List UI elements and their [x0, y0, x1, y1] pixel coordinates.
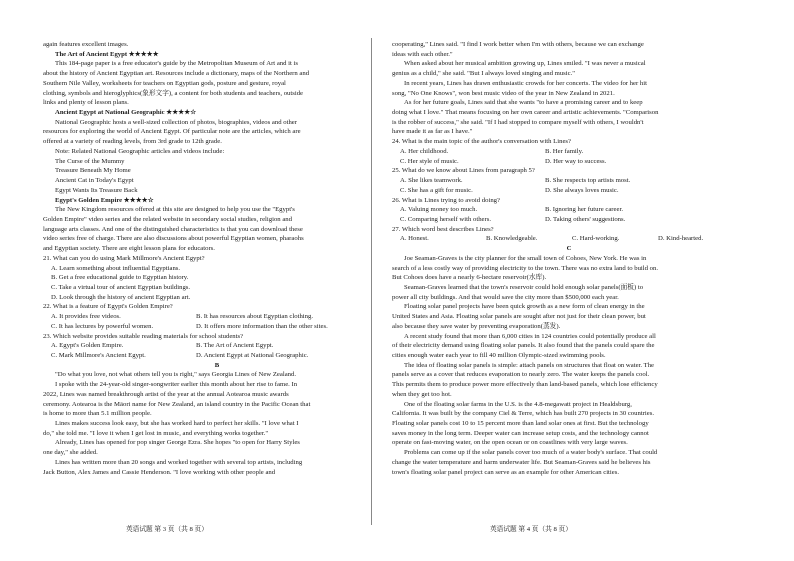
text-line: 22. What is a feature of Egypt's Golden Empire?: [43, 303, 173, 311]
text-line: National Geographic hosts a well-sized collection of photos, biographies, videos and other: [55, 118, 297, 126]
text-line: In recent years, Lines has drawn enthusiastic crowds for her concerts. The video for her hit: [404, 79, 647, 87]
answer-options-row: [43, 351, 391, 361]
answer-options-row: [392, 234, 746, 244]
text-line: United States and Asia. Floating solar panels are sought after not just for their clean power, but: [392, 313, 646, 321]
answer-option: C. Her style of music.: [400, 157, 459, 165]
answer-option: A. She likes teamwork.: [400, 177, 463, 185]
answer-options-row: [392, 186, 746, 196]
text-line: do," she told me. "I love it when I get lost in music, and everything works together.": [43, 429, 269, 437]
text-line: As for her future goals, Lines said that she wants "to have a promising career and to keep: [404, 99, 643, 107]
right-column: [392, 40, 746, 477]
text-line: D. Look through the history of ancient Egyptian art.: [51, 293, 191, 301]
answer-option: D. Kind-hearted.: [658, 235, 704, 243]
text-line: one day," she added.: [43, 449, 98, 457]
text-line: have made it as far as I have.": [392, 128, 473, 136]
text-line: Jack Button, Alex James and Cassie Henderson. "I love working with other people and: [43, 468, 276, 476]
text-line: cities enough water each year to fill 40 million Olympic-sized swimming pools.: [392, 352, 606, 359]
answer-options-row: [392, 205, 746, 215]
text-line: video series free of charge. There are also discussions about powerful Egyptian women, pharaohs: [43, 235, 304, 243]
answer-options-row: [392, 176, 746, 186]
text-line: Joe Seaman-Graves is the city planner for the small town of Cohoes, New York. He was in: [404, 254, 647, 262]
text-line: again features excellent images.: [43, 41, 129, 48]
answer-option: B. The Art of Ancient Egypt.: [196, 342, 274, 350]
answer-option: B. It has resources about Egyptian clothing.: [196, 313, 314, 321]
text-line: and Egyptian society. There are eight lesson plans for educators.: [43, 245, 215, 253]
text-line: saves money in the long term. Deeper water can increase setup costs, and the technology cannot: [392, 429, 649, 437]
text-line: also because they save water by preventing evaporation(蒸发).: [392, 322, 561, 330]
page-footer-left: 英语试题 第 3 页（共 8 页）: [126, 526, 208, 533]
text-line: The Art of Ancient Egypt ★★★★★: [55, 50, 159, 58]
answer-options-row: [392, 147, 746, 157]
answer-option: C. Hard-working.: [572, 235, 620, 243]
answer-options-row: [43, 322, 391, 332]
text-line: 24. What is the main topic of the author's conversation with Lines?: [392, 138, 572, 146]
text-line: The New Kingdom resources offered at this site are designed to help you use the "Egypt's: [55, 206, 295, 214]
text-line: Ancient Egypt at National Geographic ★★★★☆: [55, 109, 197, 117]
text-line: doing what I love." That means focusing on her own career and artistic achievements. "Comparison: [392, 109, 659, 117]
text-line: "Do what you love, not what others tell you is right," says Georgia Lines of New Zealand.: [55, 371, 297, 379]
answer-option: B. Ignoring her future career.: [545, 206, 623, 214]
answer-option: D. Ancient Egypt at National Geographic.: [196, 352, 309, 359]
text-line: 21. What can you do using Mark Millmore's Ancient Egypt?: [43, 254, 205, 262]
answer-options-row: [392, 215, 746, 225]
answer-option: C. It has lectures by powerful women.: [51, 322, 154, 330]
text-line: C. Take a virtual tour of ancient Egyptian buildings.: [51, 283, 191, 291]
text-line: Treasure Beneath My Home: [55, 167, 131, 175]
text-line: panels serve as a cover that reduces evaporation to nearly zero. The water keeps the panels cool.: [392, 371, 650, 379]
text-line: clothing, symbols and hieroglyphics(象形文字), a content for both students and teachers, outside: [43, 89, 304, 97]
answer-options-row: [392, 157, 746, 167]
answer-option: A. Valuing money too much.: [400, 206, 478, 214]
text-line: Already, Lines has opened for pop singer George Ezra. She hopes "to open for Harry Styles: [55, 439, 300, 447]
answer-option: A. It provides free videos.: [51, 313, 121, 321]
text-line: genius as a child," she said. "But I always loved singing and music.": [392, 70, 575, 78]
page-footer-right: 英语试题 第 4 页（共 8 页）: [490, 526, 572, 533]
text-line: California. It was built by the company Ciel & Terre, which has built 270 projects in 30 countries.: [392, 410, 655, 418]
text-line: search of a less costly way of providing electricity to the town. There was no extra land to build on.: [392, 264, 659, 272]
answer-options-row: [43, 341, 391, 351]
text-line: 27. Which word best describes Lines?: [392, 225, 494, 233]
answer-option: D. It offers more information than the other sites.: [196, 322, 328, 330]
text-line: Note: Related National Geographic articles and videos include:: [55, 147, 225, 155]
text-line: This 184-page paper is a free educator's guide by the Metropolitan Museum of Art and it is: [55, 60, 299, 68]
answer-option: B. Knowledgeable.: [486, 235, 538, 243]
text-line: A. Learn something about influential Egyptians.: [51, 264, 181, 272]
text-line: Lines has written more than 20 songs and worked together with several top artists, including: [55, 458, 303, 466]
answer-option: C. She has a gift for music.: [400, 186, 473, 194]
text-line: I spoke with the 24-year-old singer-songwriter earlier this month about her rise to fame. In: [55, 381, 298, 389]
text-line: cooperating," Lines said. "I find I work better when I'm with others, because we can exchange: [392, 41, 644, 48]
left-column: [43, 40, 391, 477]
text-line: operate on fast-moving water, on the open ocean or on coastlines with very large waves.: [392, 439, 628, 447]
text-line: about the history of Ancient Egyptian art. Resources include a dictionary, maps of the Northern and: [43, 70, 310, 78]
text-line: Egypt Wants Its Treasure Back: [55, 186, 138, 194]
text-line: Egypt's Golden Empire ★★★★☆: [55, 196, 154, 204]
text-line: 23. Which website provides suitable reading materials for school students?: [43, 332, 244, 340]
text-line: Ancient Cat in Today's Egypt: [55, 177, 134, 185]
text-line: is home to more than 5.1 million people.: [43, 410, 152, 418]
answer-option: D. She always loves music.: [545, 186, 619, 194]
answer-option: B. Her family.: [545, 147, 584, 155]
text-line: links and plenty of lesson plans.: [43, 99, 129, 107]
text-line: change the water temperature and harm underwater life. But Seaman-Graves said he believes his: [392, 458, 651, 466]
text-line: This permits them to produce power more effectively than land-based panels, which lose efficiency: [392, 381, 658, 389]
answer-option: C. Mark Millmore's Ancient Egypt.: [51, 352, 146, 359]
answer-options-row: [43, 312, 391, 322]
text-line: Floating solar panels cost 10 to 15 percent more than land solar ones at first. But the technology: [392, 420, 649, 428]
answer-option: D. Taking others' suggestions.: [545, 215, 626, 223]
text-line: Seaman-Graves learned that the town's reservoir could hold enough solar panels(面板) to: [404, 283, 644, 291]
answer-option: B. She respects top artists most.: [545, 177, 631, 185]
text-line: The idea of floating solar panels is simple: attach panels on structures that float on water. The: [404, 361, 655, 369]
text-line: town's floating solar panel project can serve as an example for other American cities.: [392, 468, 620, 476]
text-line: language arts classes. And one of the distinguished characteristics is that you can download these: [43, 225, 303, 233]
text-line: 2022, Lines was named breakthrough artist of the year at the annual Aotearoa music awards: [43, 390, 289, 398]
text-line: B. Get a free educational guide to Egyptian history.: [51, 274, 189, 282]
text-line: The Curse of the Mummy: [55, 157, 125, 165]
text-line: Southern Nile Valley, worksheets for teachers on Egyptian gods, posture and gesture, royal: [43, 79, 286, 87]
text-line: 25. What do we know about Lines from paragraph 5?: [392, 167, 535, 175]
text-line: Floating solar panel projects have been quick growth as a new form of clean energy in the: [404, 303, 645, 311]
answer-option: A. Honest.: [400, 235, 429, 243]
text-line: Golden Empire" video series and the related website in secondary social studies, religion and: [43, 215, 292, 223]
text-line: 26. What is Lines trying to avoid doing?: [392, 196, 500, 204]
text-line: song, "No One Knows", won best music video of the year in New Zealand in 2021.: [392, 89, 615, 97]
text-line: Lines makes success look easy, but she has worked hard to perfect her skills. "I love what I: [55, 420, 299, 428]
answer-option: A. Her childhood.: [400, 147, 449, 155]
text-line: A recent study found that more than 6,000 cities in 124 countries could potentially produce all: [404, 332, 656, 340]
column-divider: [371, 38, 372, 525]
text-line: ceremony. Aotearoa is the Māori name for New Zealand, an island country in the Pacific Ocean that: [43, 400, 311, 408]
answer-option: C. Comparing herself with others.: [400, 215, 492, 223]
answer-option: D. Her way to success.: [545, 157, 607, 165]
text-line: offered at a variety of reading levels, from 3rd grade to 12th grade.: [43, 138, 222, 146]
answer-option: A. Egypt's Golden Empire.: [51, 342, 124, 350]
text-line: power all city buildings. And that would save the city more than $500,000 each year.: [392, 293, 619, 301]
text-line: of their electricity demand using floating solar panels. It also found that the panels could spare the: [392, 342, 655, 350]
text-line: is the robber of success," she said. "If I had stopped to compare myself with others, I wouldn't: [392, 118, 644, 126]
section-heading: C: [566, 245, 572, 253]
text-line: Problems can come up if the solar panels cover too much of a water body's surface. That could: [404, 449, 658, 457]
text-line: resources for exploring the world of Ancient Egypt. Of particular note are the articles, which are: [43, 128, 301, 136]
text-line: When asked about her musical ambition growing up, Lines smiled. "I was never a musical: [404, 60, 646, 68]
text-line: ideas with each other.": [392, 50, 453, 58]
text-line: when they get too hot.: [392, 390, 452, 398]
section-heading: B: [214, 361, 220, 369]
text-line: But Cohoes does have a nearly 6-hectare reservoir(水库).: [392, 274, 547, 282]
text-line: One of the floating solar farms in the U.S. is the 4.8-megawatt project in Healdsburg,: [404, 400, 632, 408]
